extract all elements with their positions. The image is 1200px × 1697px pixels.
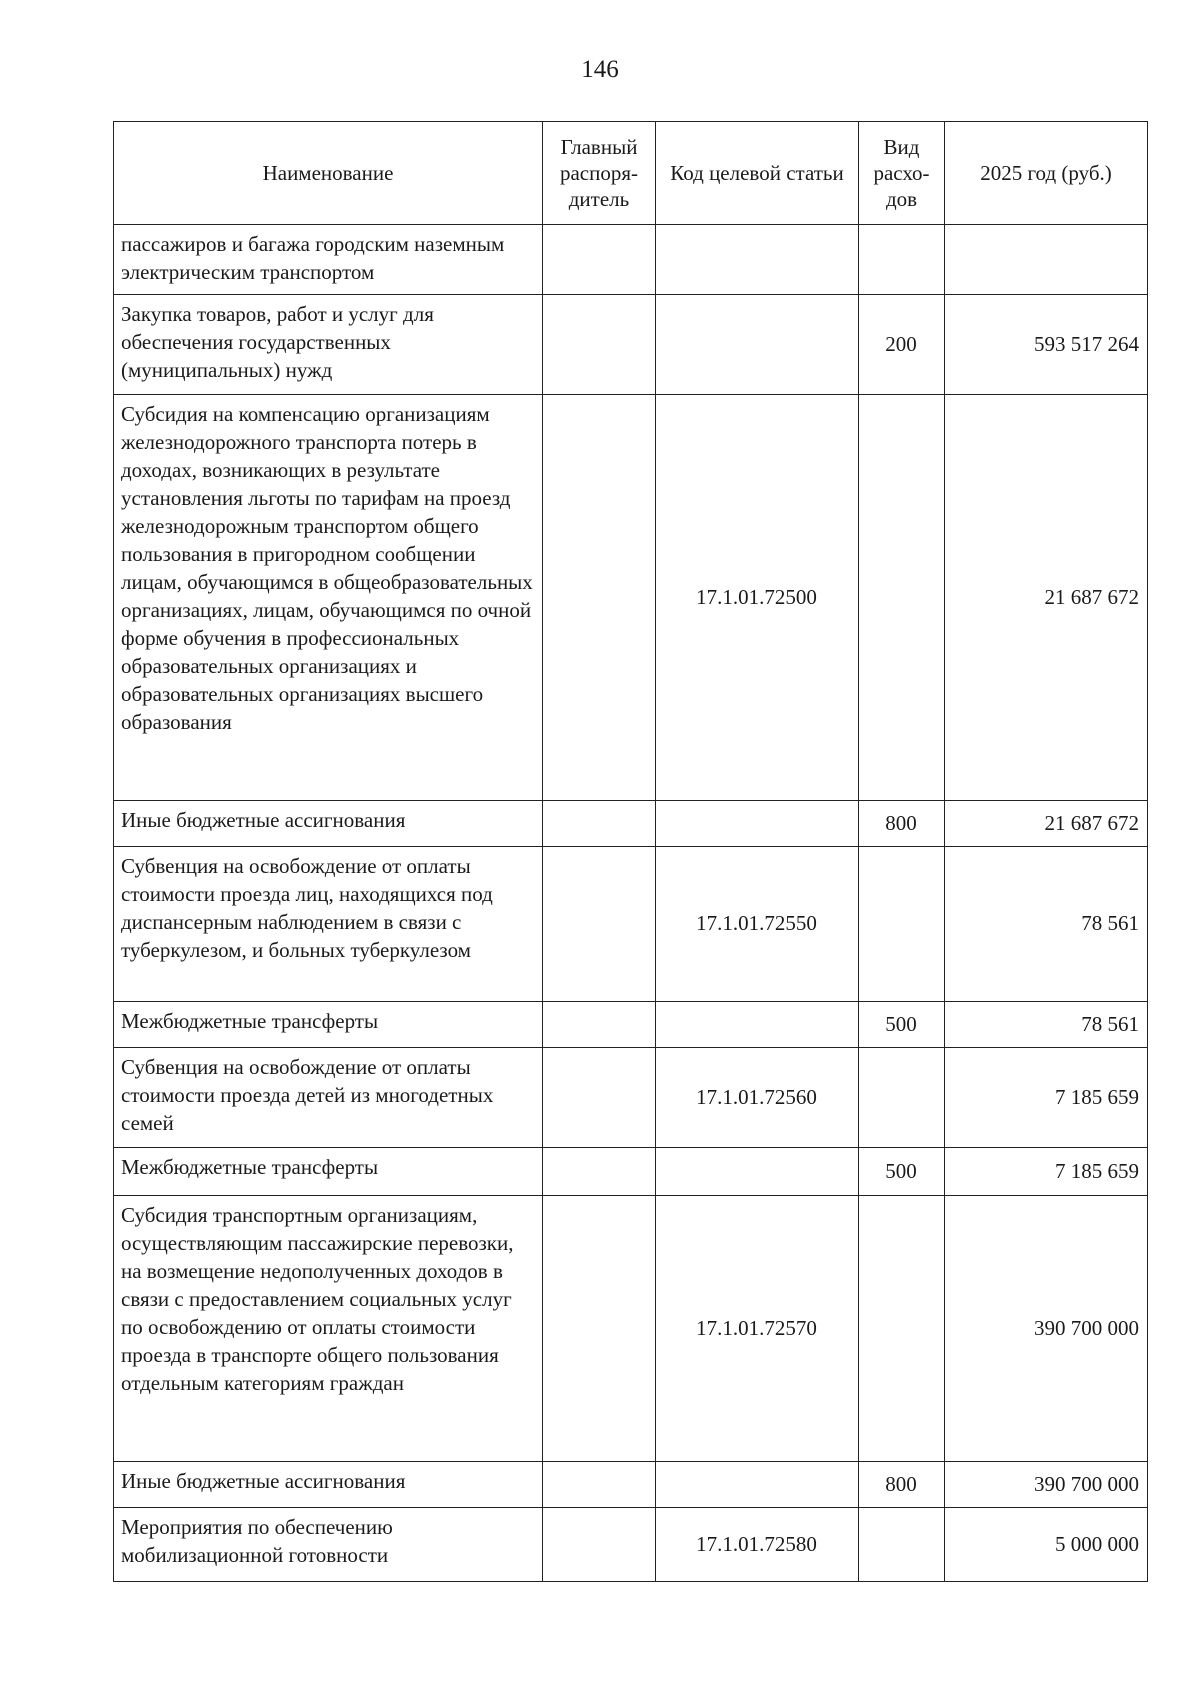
row-name: Межбюджетные трансферты bbox=[114, 1148, 543, 1196]
row-type bbox=[859, 395, 945, 801]
row-name: Иные бюджетные ассигнования bbox=[114, 801, 543, 847]
table-row bbox=[114, 1462, 1148, 1508]
table-row bbox=[114, 1508, 1148, 1582]
row-code: 17.1.01.72570 bbox=[656, 1196, 859, 1462]
table-row bbox=[114, 395, 1148, 801]
row-name: Мероприятия по обеспечению мобилизационной готовности bbox=[114, 1508, 543, 1582]
row-name: Субсидия транспортным организациям, осуществляющим пассажирские перевозки, на возмещение недополученных доходов в связи с предоставлением социальных услуг по освобождению от оплаты стоимости проезда в транспорте общего пользования отдельным категориям граждан bbox=[114, 1196, 543, 1462]
row-amount: 7 185 659 bbox=[945, 1048, 1148, 1148]
row-name: Закупка товаров, работ и услуг для обеспечения государственных (муниципальных) нужд bbox=[114, 295, 543, 395]
row-name: Субсидия на компенсацию организациям железнодорожного транспорта потерь в доходах, возникающих в результате установления льготы по тарифам на проезд железнодорожным транспортом общего пользования в пригородном сообщении лицам, обучающимся в общеобразовательных организациях, лицам, обучающимся по очной форме обучения в профессиональных образовательных организациях и образовательных организациях высшего образования bbox=[114, 395, 543, 801]
header-manager: Главный распоря-дитель bbox=[543, 122, 656, 225]
row-amount: 390 700 000 bbox=[945, 1462, 1148, 1508]
row-type bbox=[859, 847, 945, 1002]
row-amount: 21 687 672 bbox=[945, 801, 1148, 847]
row-name: Субвенция на освобождение от оплаты стоимости проезда детей из многодетных семей bbox=[114, 1048, 543, 1148]
table-row bbox=[114, 225, 1148, 295]
header-type: Вид расхо-дов bbox=[859, 122, 945, 225]
row-manager bbox=[543, 1508, 656, 1582]
row-amount: 78 561 bbox=[945, 847, 1148, 1002]
row-amount bbox=[945, 225, 1148, 295]
table-row bbox=[114, 847, 1148, 1002]
page-number: 146 bbox=[581, 56, 619, 83]
row-type: 800 bbox=[859, 801, 945, 847]
row-manager bbox=[543, 1462, 656, 1508]
row-manager bbox=[543, 1148, 656, 1196]
row-code bbox=[656, 1148, 859, 1196]
row-amount: 21 687 672 bbox=[945, 395, 1148, 801]
row-name: пассажиров и багажа городским наземным электрическим транспортом bbox=[114, 225, 543, 295]
row-name: Межбюджетные трансферты bbox=[114, 1002, 543, 1048]
row-code bbox=[656, 1462, 859, 1508]
row-type bbox=[859, 1196, 945, 1462]
row-code bbox=[656, 225, 859, 295]
row-type: 200 bbox=[859, 295, 945, 395]
row-type bbox=[859, 1508, 945, 1582]
row-amount: 78 561 bbox=[945, 1002, 1148, 1048]
row-code: 17.1.01.72550 bbox=[656, 847, 859, 1002]
row-manager bbox=[543, 295, 656, 395]
row-type: 500 bbox=[859, 1002, 945, 1048]
row-amount: 390 700 000 bbox=[945, 1196, 1148, 1462]
row-code bbox=[656, 1002, 859, 1048]
row-manager bbox=[543, 1196, 656, 1462]
row-code: 17.1.01.72560 bbox=[656, 1048, 859, 1148]
row-manager bbox=[543, 395, 656, 801]
table-row bbox=[114, 1002, 1148, 1048]
row-manager bbox=[543, 1048, 656, 1148]
row-code bbox=[656, 295, 859, 395]
row-amount: 593 517 264 bbox=[945, 295, 1148, 395]
row-manager bbox=[543, 847, 656, 1002]
row-type: 500 bbox=[859, 1148, 945, 1196]
row-type bbox=[859, 225, 945, 295]
row-name: Иные бюджетные ассигнования bbox=[114, 1462, 543, 1508]
row-type bbox=[859, 1048, 945, 1148]
header-name: Наименование bbox=[114, 122, 543, 225]
row-type: 800 bbox=[859, 1462, 945, 1508]
header-amount: 2025 год (руб.) bbox=[945, 122, 1148, 225]
row-name: Субвенция на освобождение от оплаты стоимости проезда лиц, находящихся под диспансерным наблюдением в связи с туберкулезом, и больных туберкулезом bbox=[114, 847, 543, 1002]
row-manager bbox=[543, 1002, 656, 1048]
header-code: Код целевой статьи bbox=[656, 122, 859, 225]
table-row bbox=[114, 1048, 1148, 1148]
row-amount: 7 185 659 bbox=[945, 1148, 1148, 1196]
row-code: 17.1.01.72580 bbox=[656, 1508, 859, 1582]
row-manager bbox=[543, 225, 656, 295]
row-code: 17.1.01.72500 bbox=[656, 395, 859, 801]
row-amount: 5 000 000 bbox=[945, 1508, 1148, 1582]
table-row bbox=[114, 295, 1148, 395]
table-row bbox=[114, 1148, 1148, 1196]
table-header-row bbox=[114, 122, 1148, 225]
budget-table bbox=[113, 121, 1148, 1582]
table-row bbox=[114, 1196, 1148, 1462]
row-manager bbox=[543, 801, 656, 847]
row-code bbox=[656, 801, 859, 847]
table-row bbox=[114, 801, 1148, 847]
